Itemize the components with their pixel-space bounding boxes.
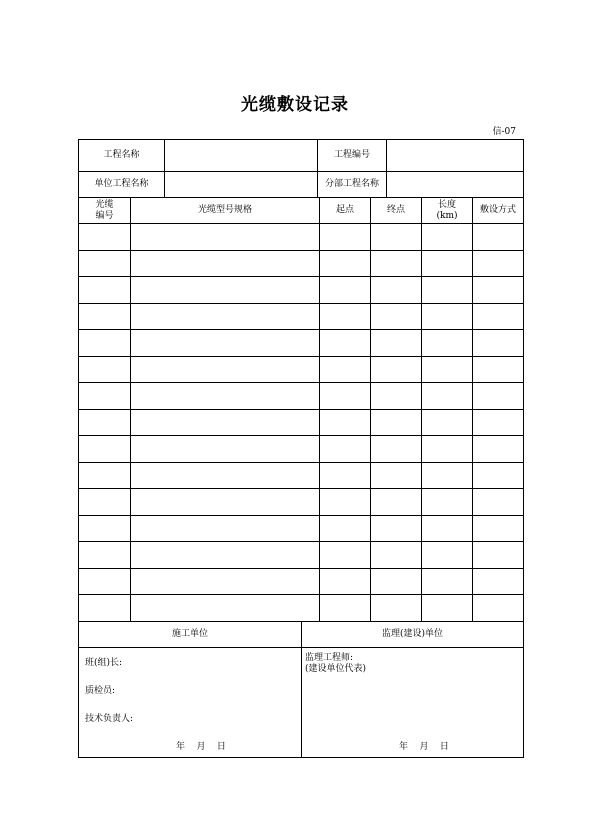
table-cell[interactable] [79,383,130,409]
table-cell[interactable] [371,383,421,409]
table-cell[interactable] [422,224,472,250]
table-cell[interactable] [473,357,523,383]
col-length-line2: (km) [436,210,458,221]
unit-project-label: 单位工程名称 [94,179,149,190]
table-cell[interactable] [422,436,472,462]
table-cell[interactable] [131,516,319,542]
table-cell[interactable] [371,463,421,489]
table-cell[interactable] [131,595,319,621]
table-cell[interactable] [371,436,421,462]
table-cell[interactable] [131,489,319,515]
col-cable-no-line2: 编号 [95,210,114,221]
col-length [422,198,472,223]
table-cell[interactable] [422,463,472,489]
table-cell[interactable] [79,436,130,462]
sub-project-field[interactable] [387,172,523,197]
table-cell[interactable] [131,436,319,462]
table-cell[interactable] [371,489,421,515]
table-cell[interactable] [79,357,130,383]
table-cell[interactable] [131,383,319,409]
col-start-point: 起点 [335,205,354,216]
project-name-label: 工程名称 [103,150,140,161]
table-cell[interactable] [131,304,319,330]
table-cell[interactable] [79,569,130,595]
table-cell[interactable] [371,304,421,330]
table-cell[interactable] [473,251,523,277]
table-cell[interactable] [422,357,472,383]
table-cell[interactable] [422,251,472,277]
project-no-field[interactable] [387,140,523,171]
date-right: 年 月 日 [399,742,449,752]
table-cell[interactable] [371,357,421,383]
table-cell[interactable] [473,463,523,489]
tech-lead-label: 技术负责人: [85,714,134,724]
table-cell[interactable] [473,516,523,542]
col-cable-no [79,198,130,223]
table-cell[interactable] [79,277,130,303]
table-cell[interactable] [131,569,319,595]
table-cell[interactable] [79,595,130,621]
table-cell[interactable] [79,489,130,515]
table-cell[interactable] [422,330,472,356]
table-cell[interactable] [320,357,370,383]
table-cell[interactable] [371,569,421,595]
table-cell[interactable] [131,410,319,436]
table-cell[interactable] [422,410,472,436]
col-laying-method: 敷设方式 [479,205,516,216]
table-cell[interactable] [131,357,319,383]
table-cell[interactable] [422,277,472,303]
record-form [78,139,524,758]
table-cell[interactable] [320,436,370,462]
table-cell[interactable] [79,463,130,489]
table-cell[interactable] [320,277,370,303]
table-cell[interactable] [320,463,370,489]
table-cell[interactable] [320,304,370,330]
table-cell[interactable] [131,251,319,277]
team-leader-label: 班(组)长: [85,658,123,668]
form-code: 信-07 [492,127,516,137]
table-cell[interactable] [320,383,370,409]
col-end-point: 终点 [386,205,405,216]
table-cell[interactable] [371,410,421,436]
quality-inspector-label: 质检员: [85,686,116,696]
table-cell[interactable] [371,224,421,250]
table-cell[interactable] [371,516,421,542]
table-cell[interactable] [422,489,472,515]
sub-project-label: 分部工程名称 [324,179,379,190]
table-cell[interactable] [79,224,130,250]
table-cell[interactable] [320,410,370,436]
table-cell[interactable] [320,489,370,515]
table-cell[interactable] [473,489,523,515]
table-cell[interactable] [473,330,523,356]
col-length-line1: 长度 [437,200,456,211]
table-cell[interactable] [422,304,472,330]
table-cell[interactable] [422,595,472,621]
table-cell[interactable] [473,304,523,330]
table-cell[interactable] [320,224,370,250]
table-cell[interactable] [131,542,319,568]
table-cell[interactable] [320,251,370,277]
table-cell[interactable] [473,383,523,409]
table-cell[interactable] [371,542,421,568]
table-cell[interactable] [473,436,523,462]
table-cell[interactable] [473,224,523,250]
form-title: 光缆敷设记录 [241,95,349,115]
table-cell[interactable] [473,595,523,621]
table-cell[interactable] [473,410,523,436]
date-left: 年 月 日 [176,742,226,752]
table-cell[interactable] [371,330,421,356]
project-name-field[interactable] [165,140,317,171]
construction-unit-header: 施工单位 [171,629,208,640]
table-cell[interactable] [79,542,130,568]
supervisor-label: 监理工程师: [305,653,354,663]
table-cell[interactable] [131,277,319,303]
table-cell[interactable] [473,277,523,303]
table-cell[interactable] [371,595,421,621]
table-cell[interactable] [473,569,523,595]
table-cell[interactable] [320,542,370,568]
table-cell[interactable] [131,463,319,489]
table-cell[interactable] [79,410,130,436]
col-model-spec: 光缆型号规格 [197,205,252,216]
unit-project-field[interactable] [165,172,317,197]
table-cell[interactable] [79,251,130,277]
table-cell[interactable] [371,277,421,303]
table-cell[interactable] [320,516,370,542]
table-cell[interactable] [422,516,472,542]
supervision-unit-header: 监理(建设)单位 [381,629,444,640]
table-cell[interactable] [473,542,523,568]
table-cell[interactable] [79,304,130,330]
table-cell[interactable] [422,383,472,409]
table-cell[interactable] [320,330,370,356]
col-cable-no-line1: 光缆 [95,200,114,211]
table-cell[interactable] [422,542,472,568]
project-no-label: 工程编号 [333,150,370,161]
supervisor-rep-label: (建设单位代表) [305,664,367,674]
table-cell[interactable] [131,330,319,356]
table-cell[interactable] [320,595,370,621]
table-cell[interactable] [79,330,130,356]
table-cell[interactable] [371,251,421,277]
table-cell[interactable] [79,516,130,542]
table-cell[interactable] [320,569,370,595]
table-cell[interactable] [422,569,472,595]
table-cell[interactable] [131,224,319,250]
